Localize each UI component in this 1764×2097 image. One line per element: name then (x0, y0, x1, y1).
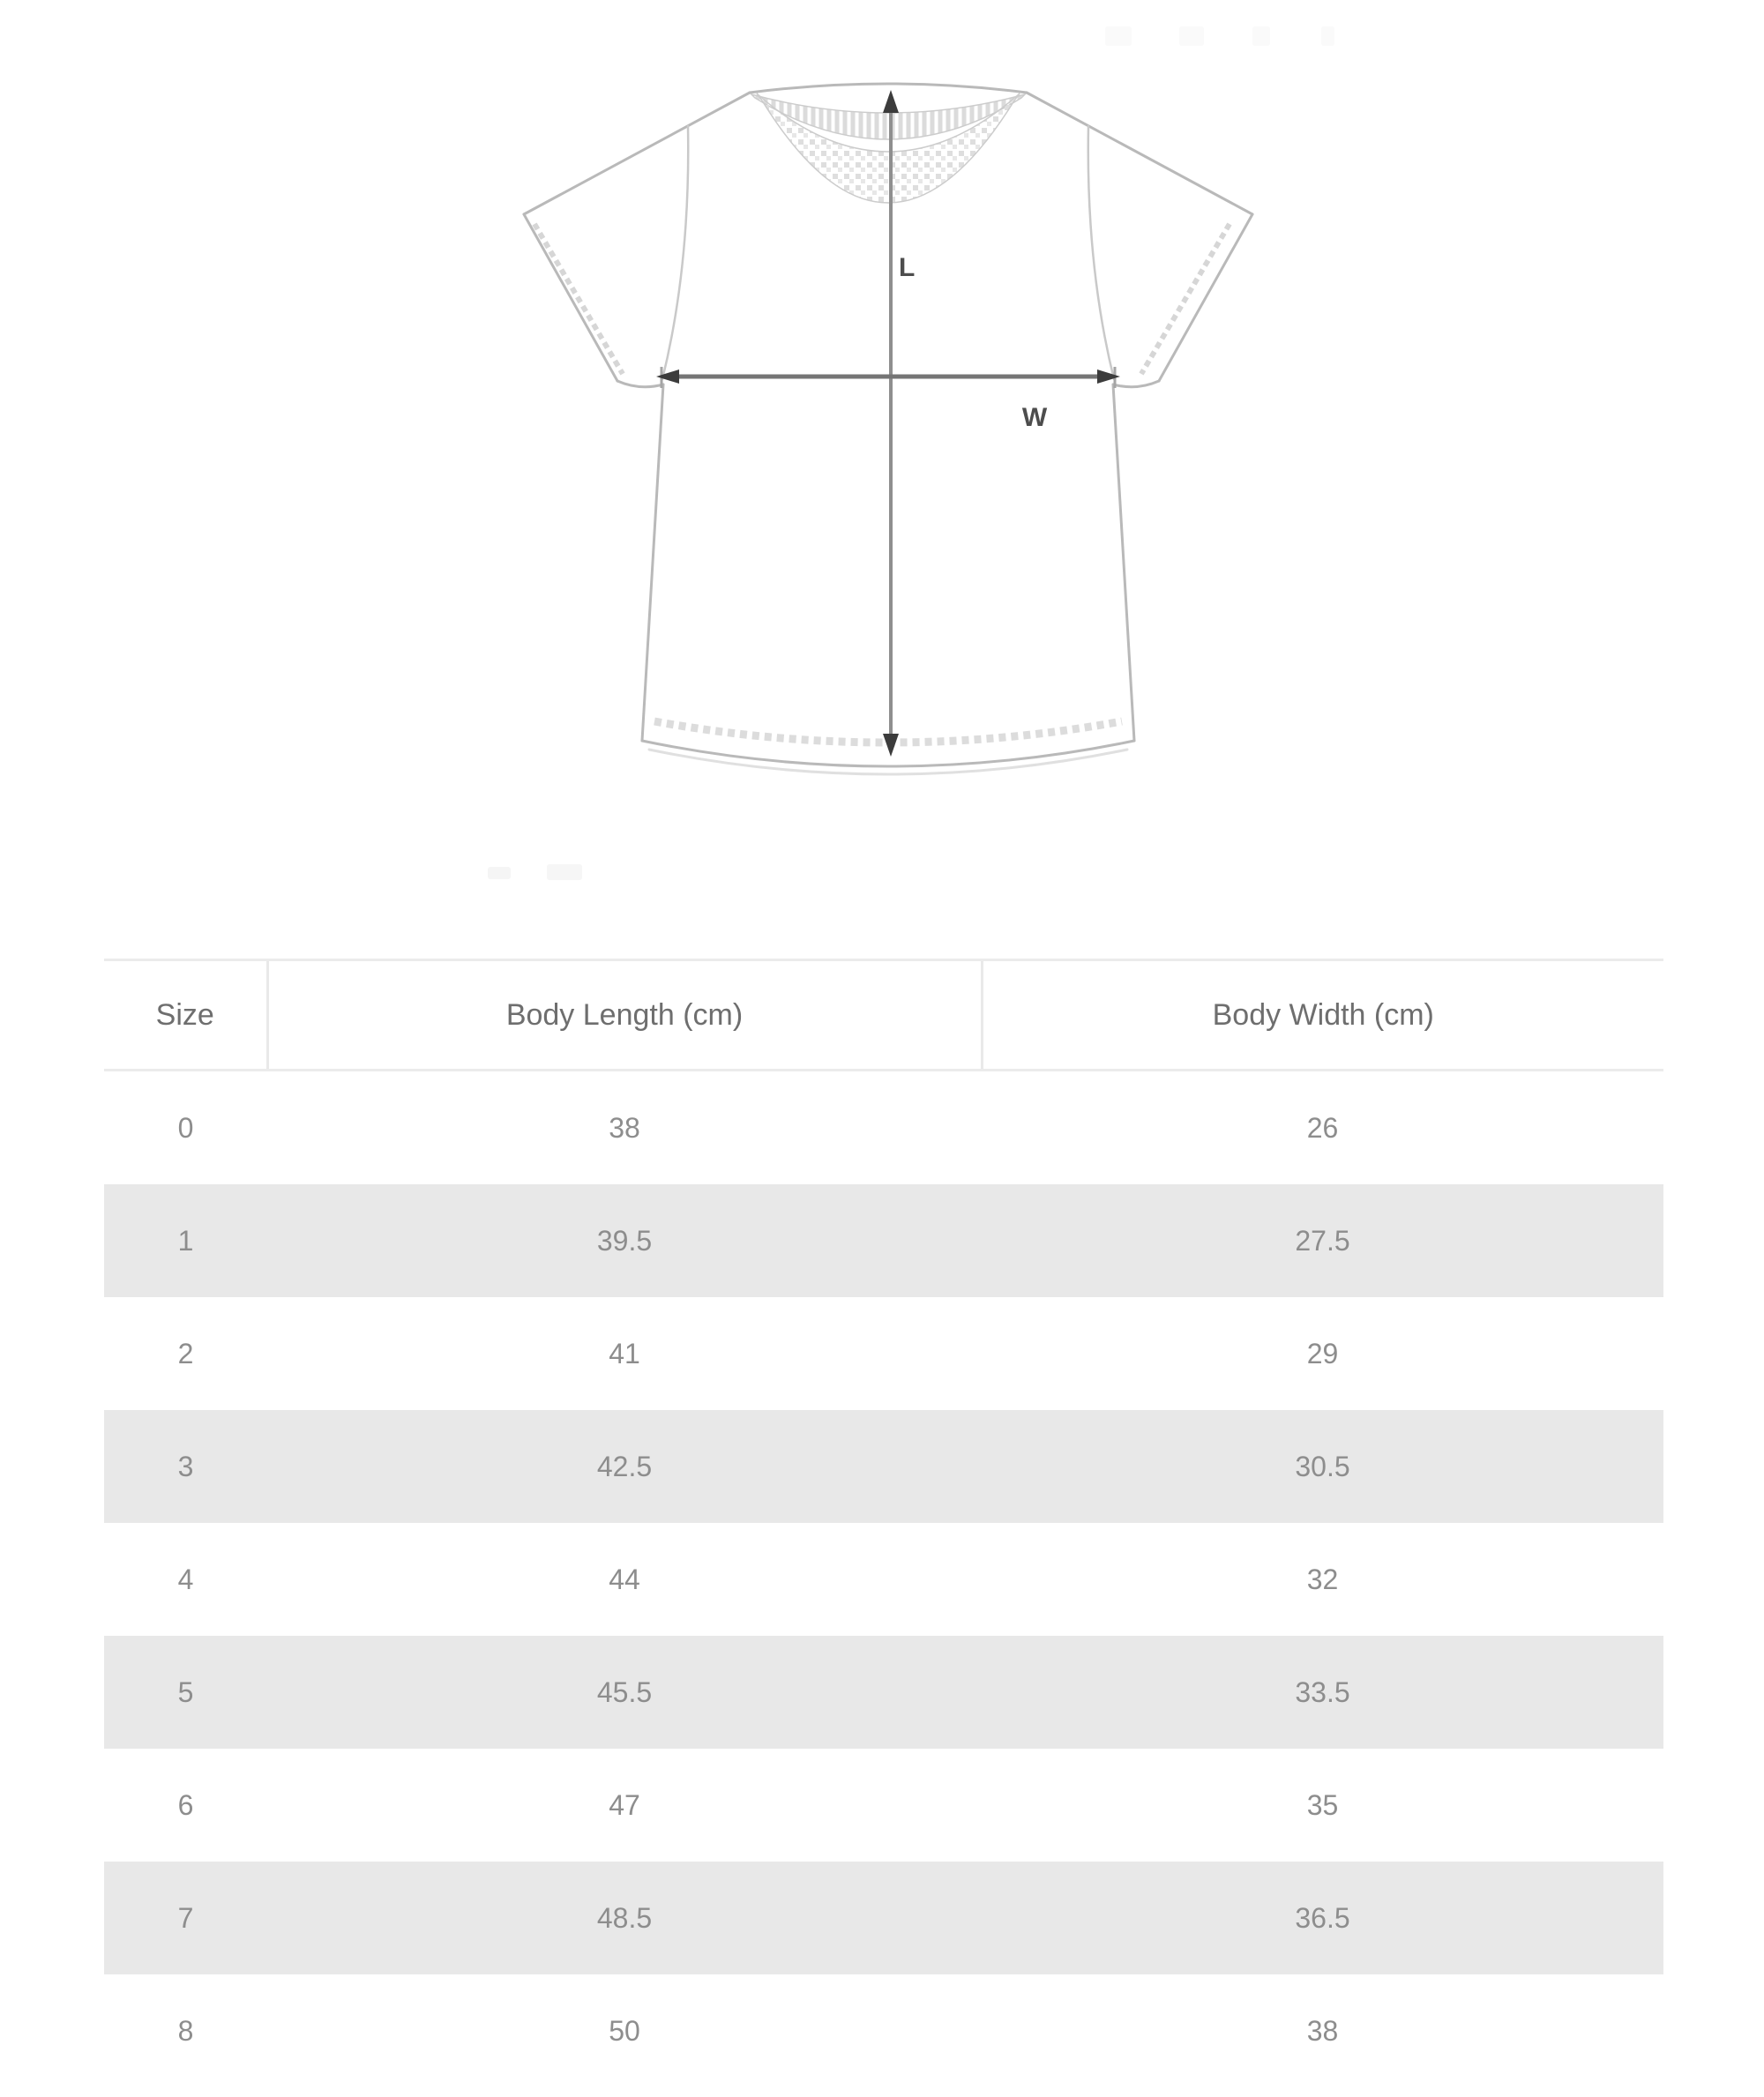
cell-body-width: 29 (1306, 1337, 1339, 1369)
cell-body-length: 41 (609, 1337, 640, 1369)
cell-body-width: 32 (1306, 1563, 1339, 1595)
width-arrow (656, 367, 1120, 432)
cell-size: 7 (177, 1901, 194, 1934)
cell-body-width: 26 (1306, 1111, 1339, 1144)
right-sleeve-stitch (1141, 224, 1230, 374)
cell-size: 8 (177, 2014, 194, 2047)
cell-body-width: 38 (1306, 2014, 1339, 2047)
cell-size: 4 (177, 1563, 194, 1595)
cell-body-length: 44 (609, 1563, 640, 1595)
length-arrowhead-top (883, 90, 899, 113)
header-body-width: Body Width (cm) (982, 960, 1663, 1071)
cell-body-width: 36.5 (1295, 1901, 1350, 1934)
cell-size: 1 (177, 1224, 194, 1257)
cell-size: 2 (177, 1337, 194, 1369)
right-underarm (1113, 381, 1159, 387)
size-chart-table (104, 959, 1663, 2087)
cell-body-width: 27.5 (1295, 1224, 1350, 1257)
cell-body-width: 35 (1306, 1788, 1339, 1821)
table-header (104, 960, 1663, 1071)
cell-body-length: 38 (609, 1111, 640, 1144)
cell-body-length: 45.5 (596, 1675, 653, 1708)
table-row (104, 1071, 1663, 1185)
cell-body-length: 48.5 (596, 1901, 653, 1934)
header-body-length: Body Length (cm) (267, 960, 982, 1071)
cell-size: 3 (177, 1450, 194, 1482)
left-shoulder-seam (524, 93, 750, 214)
length-arrowhead-bottom (883, 734, 899, 757)
cell-size: 5 (177, 1675, 194, 1708)
cell-body-width: 33.5 (1295, 1675, 1350, 1708)
cell-body-length: 50 (609, 2014, 640, 2047)
cell-body-length: 42.5 (596, 1450, 653, 1482)
cell-size: 0 (177, 1111, 194, 1144)
size-table-body (104, 1071, 1663, 2088)
table-row (104, 1297, 1663, 1410)
artifact (547, 864, 582, 880)
left-sleeve-hem-edge (524, 214, 617, 381)
cell-size: 6 (177, 1788, 194, 1821)
left-armhole-seam (662, 126, 688, 379)
table-row (104, 1974, 1663, 2087)
left-side-seam (642, 384, 663, 741)
table-row (104, 1862, 1663, 1974)
tshirt-diagram (476, 35, 1288, 794)
artifact (1105, 26, 1132, 46)
cell-body-width: 30.5 (1295, 1450, 1350, 1482)
left-underarm (617, 381, 663, 387)
artifact (1252, 26, 1270, 46)
stitching (534, 224, 1230, 743)
header-row (104, 960, 1663, 1071)
artifact (1179, 26, 1204, 46)
artifact (488, 867, 511, 879)
cell-body-length: 39.5 (596, 1224, 653, 1257)
length-label: L (899, 253, 916, 282)
cell-body-length: 47 (609, 1788, 640, 1821)
table-row (104, 1523, 1663, 1636)
right-side-seam (1113, 384, 1134, 741)
width-label: W (1021, 403, 1048, 432)
table-row (104, 1749, 1663, 1862)
table-row (104, 1184, 1663, 1297)
right-sleeve-hem-edge (1159, 214, 1252, 381)
collar-top-edge (750, 84, 1027, 93)
right-armhole-seam (1088, 126, 1114, 379)
left-sleeve-stitch (534, 224, 623, 374)
width-arrowhead-left (656, 369, 679, 384)
table-row (104, 1636, 1663, 1749)
right-shoulder-seam (1027, 93, 1252, 214)
artifact (1321, 26, 1334, 46)
header-size: Size (104, 960, 267, 1071)
secondary-seams (649, 126, 1127, 774)
width-arrowhead-right (1097, 369, 1120, 384)
table-row (104, 1410, 1663, 1523)
